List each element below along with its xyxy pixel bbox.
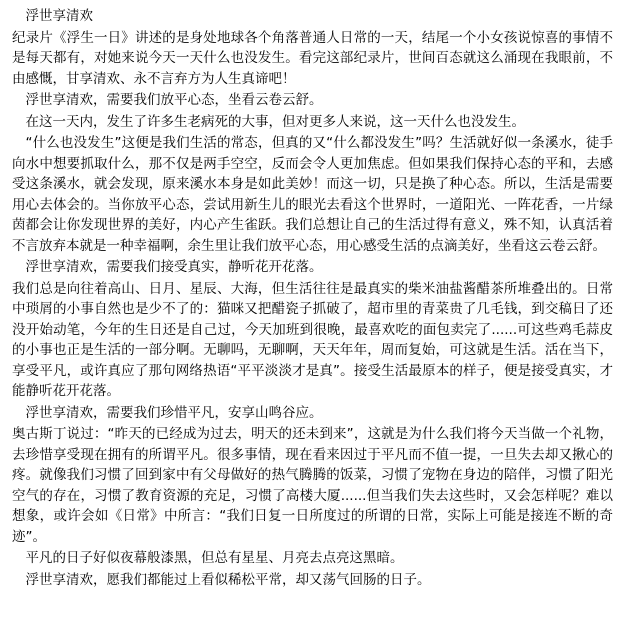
author-signature-3: 浮世享清欢，需要我们接受真实，静听花开花落。 (25, 259, 323, 276)
paragraph-6: 平凡的日子好似夜幕般漆黑，但总有星星、月亮去点亮这黑暗。 (25, 550, 404, 567)
paragraph-3: “什么也没发生”这便是我们生活的常态，但真的又“什么都没发生”吗？生活就好似一条溪水，徒手向水中想要抓取什么，那不仅是两手空空，反而会令人更加焦虑。但如果我们保持心态的平和，去感受这条溪水，就会发现，原来溪水本身是如此美妙！而这一切，只是换了种心态。所以，生活是需要用心去体会的。当你放平心态，尝试用新生儿的眼光去看这个世界时，一道阳光、一阵花香，一片绿茵都会让你发现世界的美好，内心产生雀跃。我们总想让自己的生活过得有意义，殊不知，认真活着不言放弃本就是一种幸福啊，余生里让我们放平心态，用心感受生活的点滴美好，坐看这云卷云舒。 (12, 135, 613, 254)
paragraph-1: 纪录片《浮生一日》讲述的是身处地球各个角落普通人日常的一天，结尾一个小女孩说惊喜的事情不是每天都有，对她来说今天一天什么也没发生。看完这部纪录片，世间百态就这么涌现在我眼前，不由感慨，甘享清欢、永不言弃方为人生真谛吧！ (12, 29, 613, 87)
author-signature-2: 浮世享清欢，需要我们放平心态，坐看云卷云舒。 (25, 92, 323, 109)
author-signature-1: 浮世享清欢 (25, 8, 93, 24)
paragraph-5: 奥古斯丁说过：“昨天的已经成为过去，明天的还未到来”，这就是为什么我们将今天当做一个礼物，去珍惜享受现在拥有的所谓平凡。很多事情，现在看来因过于平凡而不值一提，一旦失去却又揪心的疼。就像我们习惯了回到家中有父母做好的热气腾腾的饭菜，习惯了宠物在身边的陪伴，习惯了阳光空气的存在，习惯了教育资源的充足，习惯了高楼大厦......但当我们失去这些时，又会怎样呢？难以想象，或许会如《日常》中所言：“我们日复一日所度过的所谓的日常，实际上可能是接连不断的奇迹”。 (12, 426, 613, 545)
paragraph-4: 我们总是向往着高山、日月、星辰、大海，但生活往往是最真实的柴米油盐酱醋茶所堆叠出的。日常中琐屑的小事自然也是少不了的：猫咪又把醋瓷子抓破了，超市里的青菜贵了几毛钱，到交稿日了还没开始动笔，今年的生日还是自己过，今天加班到很晚，最喜欢吃的面包卖完了......可这些鸡毛蒜皮的小事也正是生活的一部分啊。无聊吗，无聊啊，天天年年，周而复始，可这就是生活。活在当下，享受平凡，或许真应了那句网络热语“平平淡淡才是真”。接受生活最原本的样子，便是接受真实，才能静听花开花落。 (12, 280, 613, 400)
paragraph-2: 在这一天内，发生了许多生老病死的大事，但对更多人来说，这一天什么也没发生。 (25, 113, 525, 130)
author-signature-5: 浮世享清欢，愿我们都能过上看似稀松平常，却又荡气回肠的日子。 (25, 571, 431, 588)
author-signature-4: 浮世享清欢，需要我们珍惜平凡，安享山鸣谷应。 (25, 404, 323, 421)
